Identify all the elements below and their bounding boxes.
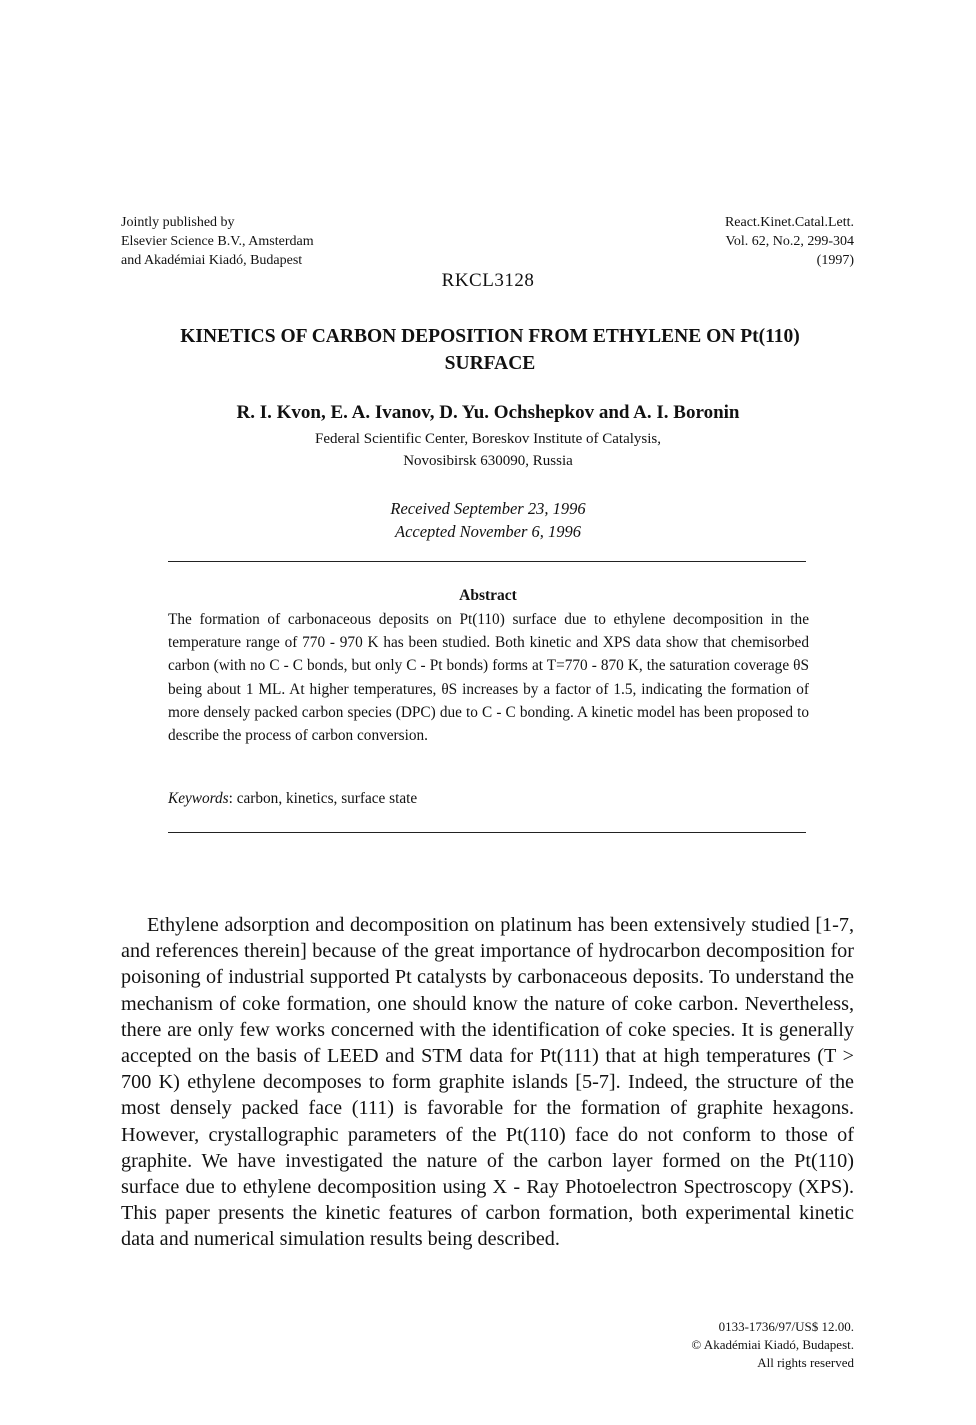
journal-name: React.Kinet.Catal.Lett. (724, 215, 854, 230)
affiliation-line-1: Federal Scientific Center, Boreskov Institute of Catalysis, (315, 431, 661, 447)
publisher-info (121, 213, 451, 270)
top-divider (168, 561, 806, 562)
journal-year: (1997) (816, 253, 854, 268)
publisher-line-2: Elsevier Science B.V., Amsterdam (121, 234, 314, 249)
abstract-heading: Abstract (459, 587, 517, 604)
title-line-1: KINETICS OF CARBON DEPOSITION FROM ETHYLENE ON Pt(110) (180, 326, 800, 347)
dates (0, 497, 976, 543)
footer-code: 0133-1736/97/US$ 12.00. (718, 1319, 854, 1334)
body-paragraph: Ethylene adsorption and decomposition on platinum has been extensively studied [1-7, and references therein] because of the great importance of hydrocarbon decomposition for poisoning of industrial supported Pt catalysts by carbonaceous deposits. To understand the mechanism of coke formation, one should know the nature of coke carbon. Nevertheless, there are only few works concerned with the identification of coke species. It is generally accepted on the basis of LEED and STM data for Pt(111) that at high temperatures (T > 700 K) ethylene decomposes to form graphite islands [5-7]. Indeed, the structure of the most densely packed face (111) is favorable for the formation of graphite hexagons. However, crystallographic parameters of the Pt(110) face do not conform to those of graphite. We have investigated the nature of the carbon layer formed on the Pt(110) surface due to ethylene decomposition using X - Ray Photoelectron Spectroscopy (XPS). This paper presents the kinetic features of carbon formation, both experimental kinetic data and numerical simulation results being described. (121, 914, 854, 1251)
footer-rights: All rights reserved (757, 1355, 854, 1370)
journal-info (600, 213, 854, 270)
footer-copyright-line: © Akadémiai Kiadó, Budapest. (691, 1337, 854, 1352)
journal-volume: Vol. 62, No.2, 299-304 (725, 234, 854, 249)
abstract-text: The formation of carbonaceous deposits on Pt(110) surface due to ethylene decomposition in the temperature range of 770 - 970 K has been studied. Both kinetic and XPS data show that chemisorbed carbon (with no C - C bonds, but only C - Pt bonds) forms at T=770 - 870 K, the saturation coverage θS being about 1 ML. At higher temperatures, θS increases by a factor of 1.5, indicating the formation of more densely packed carbon species (DPC) due to C - C bonding. A kinetic model has been proposed to describe the process of carbon conversion. (168, 611, 809, 745)
affiliation (0, 428, 976, 472)
title-line-2: SURFACE (444, 353, 536, 374)
keywords-text: : carbon, kinetics, surface state (228, 790, 418, 807)
article-code: RKCL3128 (441, 270, 535, 291)
keywords-label: Keywords (168, 790, 229, 807)
authors: R. I. Kvon, E. A. Ivanov, D. Yu. Ochshepkov and A. I. Boronin (236, 402, 740, 423)
bottom-divider (168, 832, 806, 833)
affiliation-line-2: Novosibirsk 630090, Russia (403, 453, 573, 469)
publisher-line-3: and Akadémiai Kiadó, Budapest (121, 253, 303, 268)
publisher-line-1: Jointly published by (121, 215, 235, 230)
accepted-date: Accepted November 6, 1996 (394, 522, 582, 541)
footer-copyright (560, 1318, 854, 1372)
keywords (168, 790, 809, 808)
received-date: Received September 23, 1996 (390, 499, 586, 518)
paper-title (110, 323, 870, 377)
